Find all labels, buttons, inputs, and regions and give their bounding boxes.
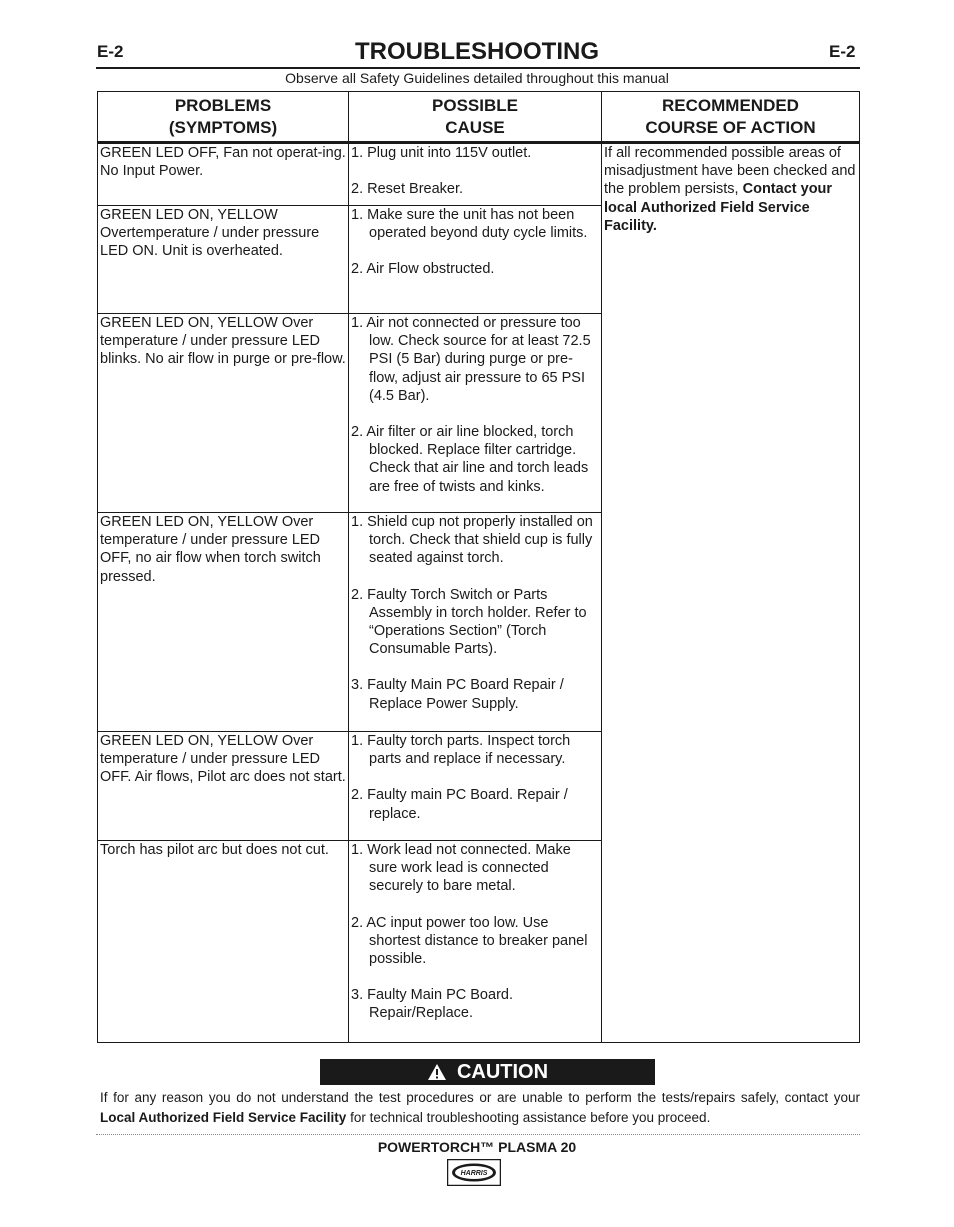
cause-item: 1. Shield cup not properly installed on torch. Check that shield cup is fully seated against torch. (351, 514, 593, 567)
cause-item: 2. Air filter or air line blocked, torch blocked. Replace filter cartridge. Check that air line and torch leads are free of twists and kinks. (351, 424, 589, 495)
cause-item: 1. Make sure the unit has not been operated beyond duty cycle limits. (351, 207, 588, 242)
cause-list (351, 314, 601, 496)
cause-item: 1. Air not connected or pressure too low. Check source for at least 72.5 PSI (5 Bar) during purge or pre-flow, adjust air pressure to 65 PSI (4.5 Bar). (351, 315, 591, 404)
table-row (98, 143, 860, 206)
cause-item: 1. Faulty torch parts. Inspect torch parts and replace if necessary. (351, 733, 571, 768)
page-title: TROUBLESHOOTING (355, 38, 599, 65)
page-subtitle: Observe all Safety Guidelines detailed throughout this manual (285, 70, 669, 86)
cause-list (351, 732, 601, 823)
cause-cell (349, 206, 602, 314)
cause-item: 1. Plug unit into 115V outlet. (351, 145, 532, 161)
caution-text-bold: Local Authorized Field Service Facility (100, 1110, 347, 1125)
cause-item: 2. AC input power too low. Use shortest distance to breaker panel possible. (351, 914, 588, 968)
cause-item: 2. Faulty main PC Board. Repair / replace. (351, 787, 568, 822)
cause-cell (349, 513, 602, 732)
header-problems-line1: PROBLEMS (174, 95, 272, 115)
problem-cell: GREEN LED ON, YELLOW Overtemperature / under pressure LED ON. Unit is overheated. (98, 206, 349, 314)
harris-logo (447, 1159, 501, 1186)
action-cell (602, 143, 860, 1043)
problem-cell: GREEN LED ON, YELLOW Over temperature / under pressure LED OFF. Air flows, Pilot arc does not start. (98, 732, 349, 841)
cause-list (351, 144, 601, 198)
header-cause (349, 92, 602, 143)
header-cause-line2: CAUSE (445, 117, 505, 137)
problem-cell: GREEN LED ON, YELLOW Over temperature / under pressure LED blinks. No air flow in purge or pre-flow. (98, 314, 349, 513)
problem-cell: GREEN LED OFF, Fan not operat-ing. No Input Power. (98, 143, 349, 206)
header-rule (96, 67, 860, 69)
page-number-right: E-2 (829, 42, 856, 61)
header-problems-line2: (SYMPTOMS) (168, 117, 278, 137)
cause-cell (349, 314, 602, 513)
problem-cell: Torch has pilot arc but does not cut. (98, 841, 349, 1043)
action-bold-text: Contact your local Authorized Field Service Facility. (604, 181, 833, 234)
cause-item: 1. Work lead not connected. Make sure work lead is connected securely to bare metal. (351, 842, 571, 895)
footer-divider (96, 1134, 860, 1135)
cause-item: 2. Reset Breaker. (351, 181, 464, 198)
svg-text:HARRIS: HARRIS (460, 1170, 488, 1177)
caution-label: CAUTION (456, 1060, 549, 1083)
cause-item: 2. Air Flow obstructed. (351, 261, 495, 278)
cause-cell (349, 732, 602, 841)
header-problems (98, 92, 349, 143)
table-header-row (98, 92, 860, 143)
warning-triangle-icon (427, 1063, 447, 1081)
header-cause-line1: POSSIBLE (432, 95, 518, 115)
caution-banner (320, 1059, 655, 1085)
header-action-line1: RECOMMENDED (662, 95, 799, 115)
product-name: POWERTORCH™ PLASMA 20 (377, 1139, 577, 1155)
caution-text-end: for technical troubleshooting assistance before you proceed. (350, 1110, 711, 1125)
header-action (602, 92, 860, 143)
cause-item: 3. Faulty Main PC Board. Repair/Replace. (351, 987, 513, 1022)
page-number-left: E-2 (97, 42, 124, 61)
caution-text-start: If for any reason you do not understand the test procedures or are unable to perform the tests/repairs safely, contact your (100, 1090, 860, 1105)
cause-cell (349, 143, 602, 206)
header-action-line2: COURSE OF ACTION (645, 117, 816, 137)
cause-list (351, 513, 601, 713)
caution-note (100, 1088, 860, 1128)
cause-list (351, 206, 601, 279)
cause-list (351, 841, 601, 1023)
problem-cell: GREEN LED ON, YELLOW Over temperature / under pressure LED OFF, no air flow when torch switch pressed. (98, 513, 349, 732)
cause-item: 2. Faulty Torch Switch or Parts Assembly in torch holder. Refer to “Operations Section” (Torch Consumable Parts). (351, 586, 587, 658)
cause-item: 3. Faulty Main PC Board Repair / Replace Power Supply. (351, 677, 564, 712)
action-text: If all recommended possible areas of misadjustment have been checked and the problem persists, (604, 145, 856, 198)
troubleshooting-table (97, 91, 860, 1043)
cause-cell (349, 841, 602, 1043)
